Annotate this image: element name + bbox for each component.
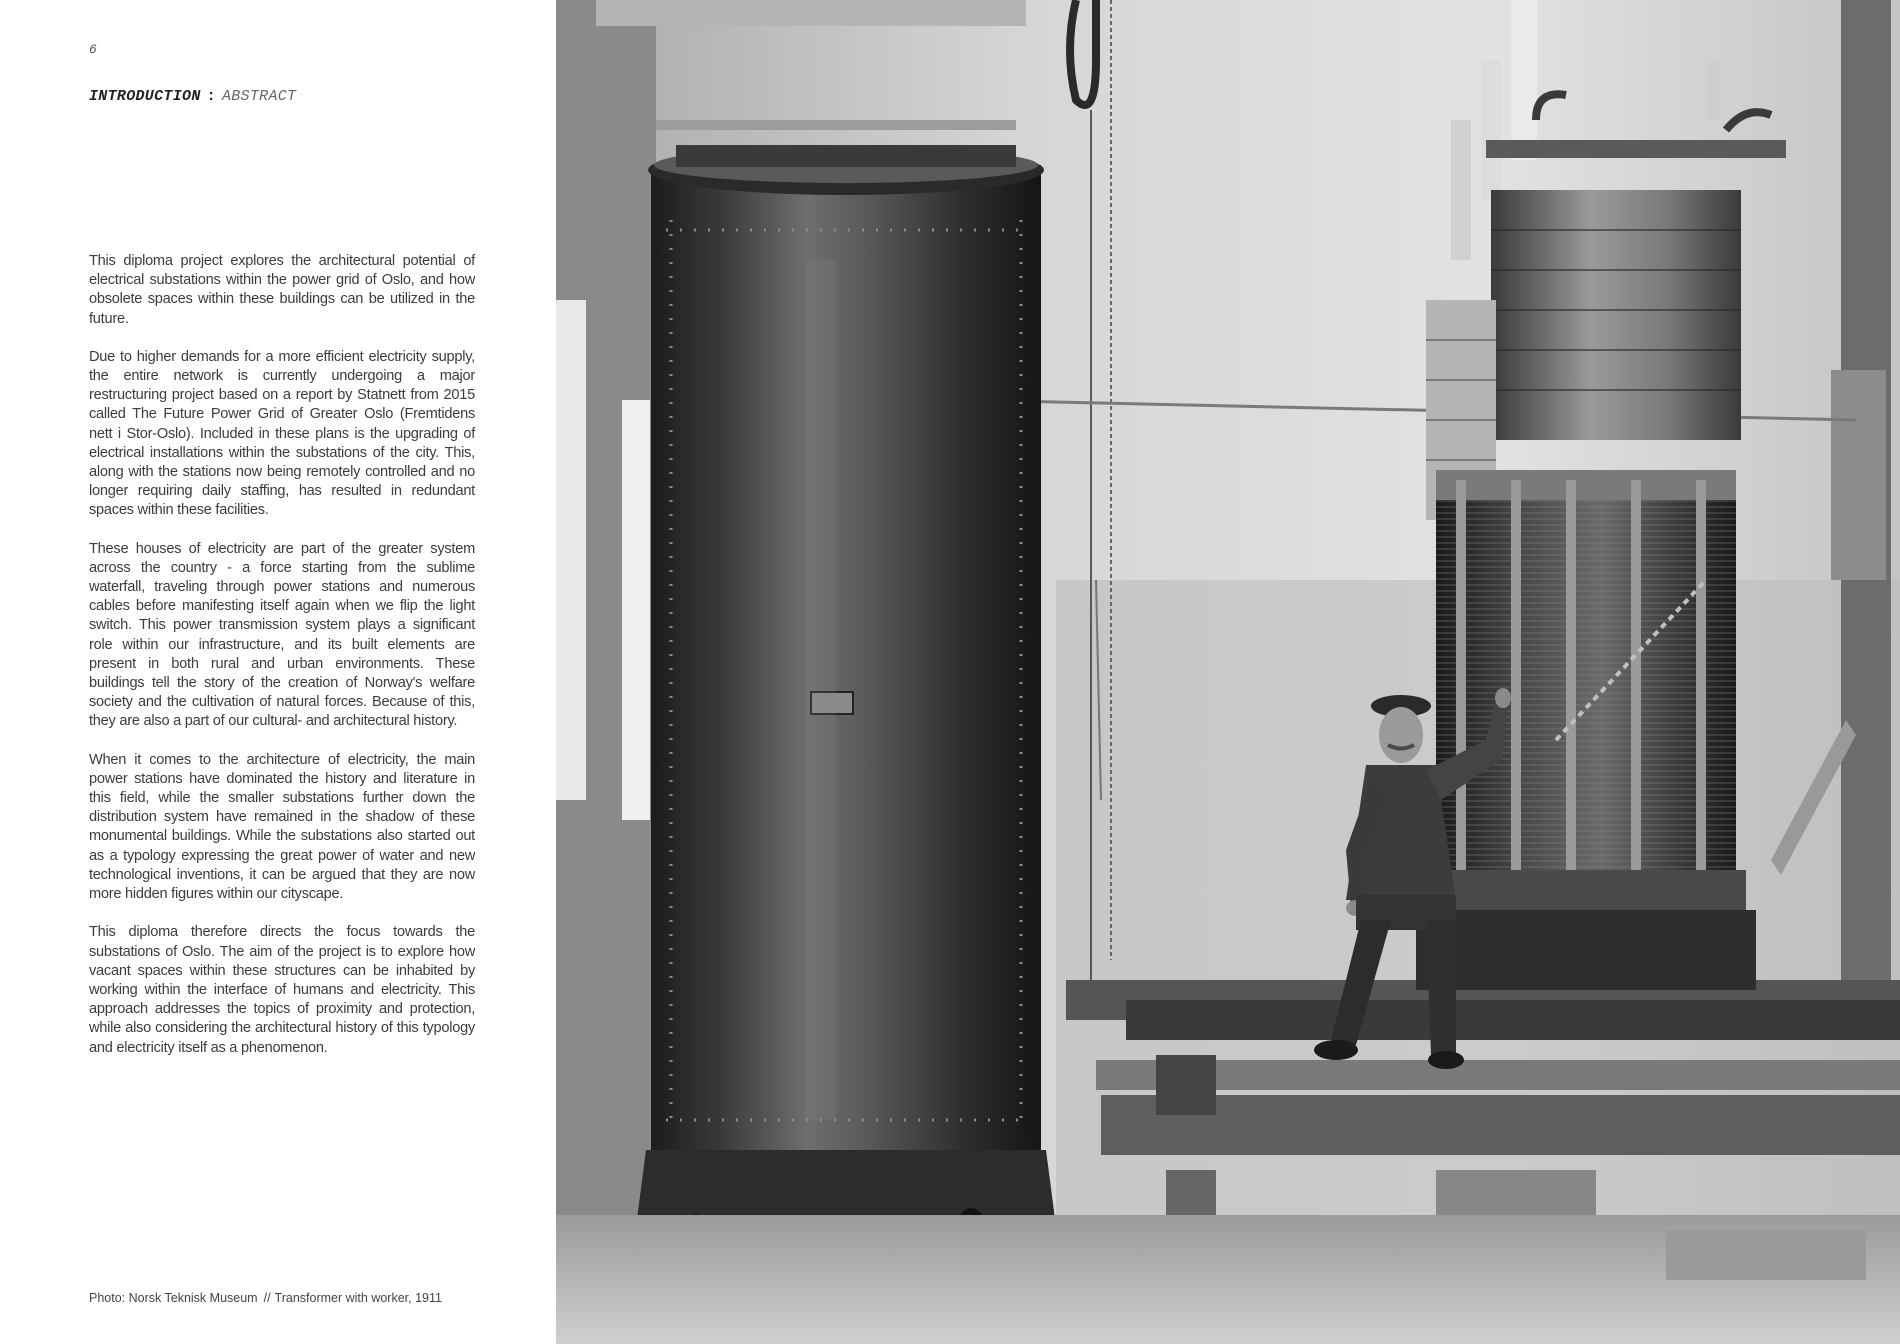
- abstract-text: [89, 252, 475, 1077]
- abstract-paragraph: Due to higher demands for a more efficient electricity supply, the entire network is currently undergoing a major restructuring project based on a report by Statnett from 2015 called The Future Power Grid of Greater Oslo (Fremtidens nett i Stor-Oslo). Included in these plans is the upgrading of electrical installations within the substations of the city. This, along with the stations now being remotely controlled and no longer requiring daily staffing, has resulted in redundant spaces within these facilities.: [89, 348, 475, 519]
- section-heading: [89, 88, 296, 105]
- photo-credit-divider: //: [263, 1291, 271, 1305]
- heading-sub: ABSTRACT: [221, 88, 297, 105]
- abstract-paragraph: When it comes to the architecture of electricity, the main power stations have dominated the history and literature in this field, while the smaller substations further down the distribution system have remained in the shadow of these monumental buildings. While the substations also started out as a typology expressing the great power of water and new technological inventions, it can be argued that they are now more hidden figures within our cityscape.: [89, 751, 475, 903]
- heading-separator: :: [206, 88, 216, 105]
- page-number: 6: [89, 42, 97, 57]
- photo-illustration: [556, 0, 1900, 1344]
- photo-credit: [89, 1291, 442, 1305]
- abstract-paragraph: These houses of electricity are part of the greater system across the country - a force starting from the sublime waterfall, traveling through power stations and numerous cables before manifesting itself again when we flip the light switch. This power transmission system plays a significant role within our infrastructure, and its built elements are present in both rural and urban environments. These buildings tell the story of the creation of Norway's welfare society and the cultivation of natural forces. Because of this, they are also a part of our cultural- and architectural history.: [89, 540, 475, 730]
- abstract-paragraph: This diploma project explores the architectural potential of electrical substations within the power grid of Oslo, and how obsolete spaces within these buildings can be utilized in the future.: [89, 253, 475, 327]
- heading-main: INTRODUCTION: [89, 88, 201, 105]
- photo-credit-caption: Transformer with worker, 1911: [274, 1291, 442, 1305]
- abstract-paragraph: This diploma therefore directs the focus towards the substations of Oslo. The aim of the project is to explore how vacant spaces within these structures can be inhabited by working within the interface of humans and electricity. This approach addresses the topics of proximity and protection, while also considering the architectural history of this typology and electricity itself as a phenomenon.: [89, 924, 475, 1056]
- photo-credit-source: Photo: Norsk Teknisk Museum: [89, 1291, 258, 1305]
- text-page: [0, 0, 556, 1344]
- tank-illustration: [631, 145, 1061, 1265]
- historical-photo: [556, 0, 1900, 1344]
